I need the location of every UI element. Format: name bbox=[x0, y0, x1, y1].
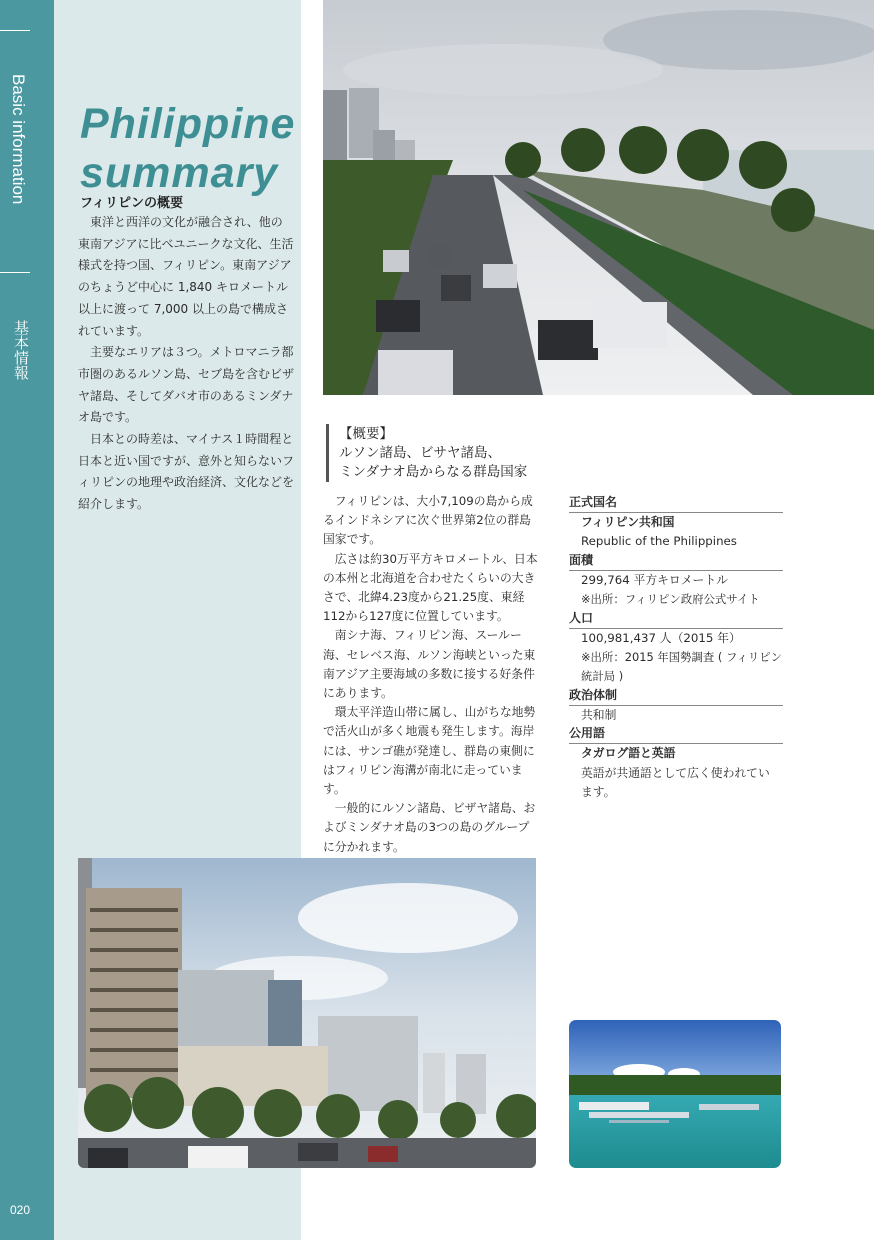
fact-population-source-cont: 統計局 ) bbox=[581, 669, 624, 684]
overview-paragraph: 環太平洋造山帯に属し、山がちな地勢で活火山が多く地震も発生します。海岸には、サンゴ礁が発達し、群島の東側にはフィリピン海溝が南北に走っています。 bbox=[323, 705, 536, 797]
country-facts bbox=[569, 494, 783, 802]
manila-bay-road-illustration bbox=[323, 0, 874, 395]
overview-heading-line: 【概要】 bbox=[339, 426, 393, 442]
fact-government-value: 共和制 bbox=[581, 707, 617, 722]
sidebar-rule-mid bbox=[0, 272, 30, 273]
intro-paragraph: 主要なエリアは３つ。メトロマニラ都市圏のあるルソン島、セブ島を含むビザヤ諸島、そしてダバオ市のあるミンダナオ島です。 bbox=[78, 345, 295, 425]
overview-paragraph: 南シナ海、フィリピン海、スールー海、セレベス海、ルソン海峡といった東南アジア主要海域の多数に接する好条件にあります。 bbox=[323, 628, 536, 701]
title-line-1: Philippine bbox=[80, 100, 296, 148]
beach-boats-photo bbox=[569, 1020, 781, 1168]
title-line-2: summary bbox=[80, 149, 279, 197]
fact-official-name-en: Republic of the Philippines bbox=[581, 534, 737, 549]
fact-label-language: 公用語 bbox=[569, 725, 783, 744]
fact-language-value: タガログ語と英語 bbox=[581, 746, 676, 761]
manila-skyline-photo bbox=[78, 858, 536, 1168]
fact-label-official-name: 正式国名 bbox=[569, 494, 783, 513]
overview-heading bbox=[339, 425, 527, 482]
fact-language-note-cont: ます。 bbox=[581, 785, 616, 800]
sidebar-section-en: Basic information bbox=[9, 74, 28, 205]
fact-official-name-jp: フィリピン共和国 bbox=[581, 515, 675, 529]
fact-area-source: ※出所：フィリピン政府公式サイト bbox=[581, 592, 760, 607]
manila-skyline-illustration bbox=[78, 858, 536, 1168]
beach-boats-illustration bbox=[569, 1020, 781, 1168]
fact-population-source: ※出所：2015 年国勢調査 ( フィリピン bbox=[581, 650, 783, 665]
page-number: 020 bbox=[10, 1203, 31, 1217]
fact-label-area: 面積 bbox=[569, 552, 783, 571]
overview-text bbox=[323, 492, 539, 857]
overview-paragraph: フィリピンは、大小7,109の島から成るインドネシアに次ぐ世界第2位の群島国家です。 bbox=[323, 494, 533, 547]
fact-language-note: 英語が共通語として広く使われてい bbox=[581, 765, 770, 780]
section-heading-bar bbox=[326, 424, 329, 482]
overview-heading-line: ミンダナオ島からなる群島国家 bbox=[339, 464, 528, 480]
fact-label-population: 人口 bbox=[569, 610, 783, 629]
page-subtitle: フィリピンの概要 bbox=[80, 196, 183, 211]
intro-text bbox=[78, 212, 294, 516]
fact-label-government: 政治体制 bbox=[569, 687, 783, 706]
sidebar-rule-top bbox=[0, 30, 30, 31]
overview-heading-line: ルソン諸島、ビサヤ諸島、 bbox=[339, 445, 501, 461]
fact-area-value: 299,764 平方キロメートル bbox=[581, 572, 728, 587]
page-title bbox=[80, 100, 295, 198]
overview-paragraph: 広さは約30万平方キロメートル、日本の本州と北海道を合わせたくらいの大きさで、北緯4.23度から21.25度、東経112から127度に位置しています。 bbox=[323, 551, 538, 624]
intro-paragraph: 東洋と西洋の文化が融合され、他の東南アジアに比べユニークな文化、生活様式を持つ国、フィリピン。東南アジアのちょうど中心に 1,840 キロメートル以上に渡って 7,000 以上の島で構成されています。 bbox=[78, 215, 294, 338]
fact-population-value: 100,981,437 人（2015 年） bbox=[581, 630, 741, 645]
sidebar-section-jp: 基本情報 bbox=[12, 320, 30, 380]
overview-paragraph: 一般的にルソン諸島、ビザヤ諸島、およびミンダナオ島の3つの島のグループに分かれます。 bbox=[323, 801, 536, 854]
intro-paragraph: 日本との時差は、マイナス１時間程と日本と近い国ですが、意外と知らないフィリピンの地理や政治経済、文化などを紹介します。 bbox=[78, 432, 295, 512]
manila-bay-road-photo bbox=[323, 0, 874, 395]
